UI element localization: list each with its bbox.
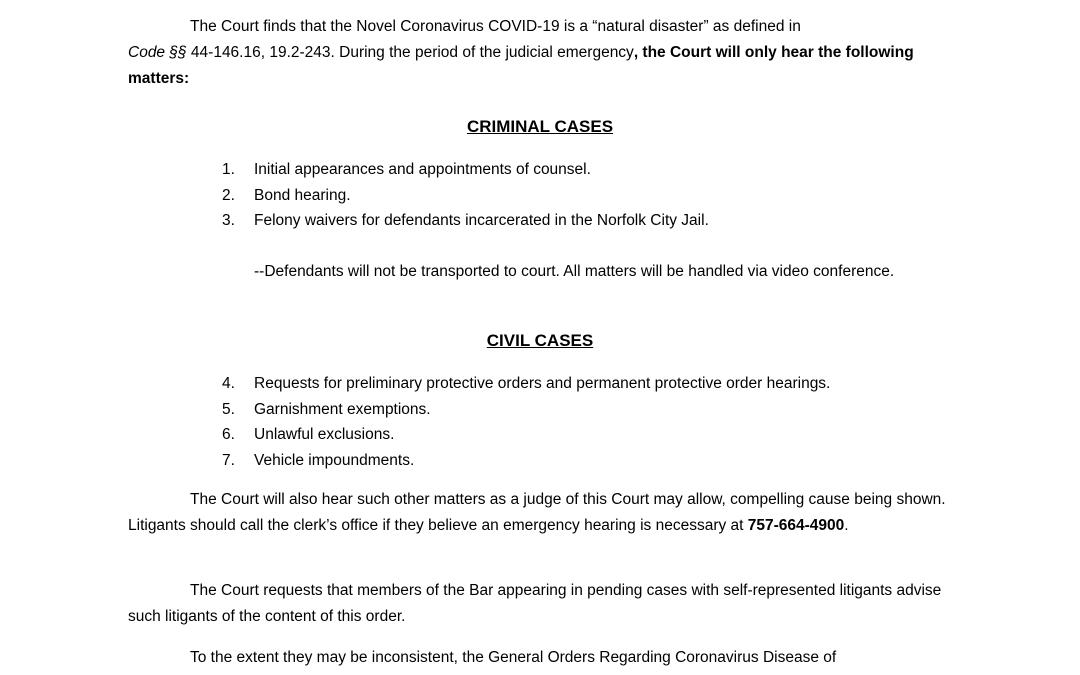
list-item-number: 3. — [222, 212, 235, 229]
civil-cases-heading: CIVIL CASES — [486, 331, 594, 350]
list-item-text: Requests for preliminary protective orders and permanent protective order hearings. — [254, 375, 831, 392]
list-item-text: Garnishment exemptions. — [254, 400, 431, 418]
intro-line-1: The Court finds that the Novel Coronavirus COVID-19 is a “natural disaster” as defined in — [190, 18, 801, 35]
code-citation: Code §§ — [128, 44, 187, 61]
clerk-phone-number: 757-664-4900 — [747, 517, 845, 534]
list-item — [222, 448, 830, 474]
other-matters-text: The Court will also hear such other matters as a judge of this Court may allow, compelling cause being shown. Litigants should call the clerk’s office if they believe an emergency hearing is necessary at — [128, 491, 946, 534]
list-item-text: Felony waivers for defendants incarcerated in the Norfolk City Jail. — [254, 212, 709, 229]
inconsistency-paragraph — [128, 645, 953, 671]
list-item-text: Initial appearances and appointments of counsel. — [254, 161, 591, 178]
list-item-text: Unlawful exclusions. — [254, 426, 395, 443]
other-matters-end: . — [844, 517, 849, 534]
bar-request-paragraph — [128, 578, 953, 630]
inconsistency-text: To the extent they may be inconsistent, the General Orders Regarding Coronavirus Disease of — [190, 649, 837, 666]
bar-request-text: The Court requests that members of the Bar appearing in pending cases with self-represented litigants advise such litigants of the content of this order. — [128, 582, 942, 625]
criminal-cases-list — [222, 157, 709, 234]
list-item-number: 2. — [222, 186, 235, 204]
list-item-number: 6. — [222, 426, 235, 443]
list-item — [222, 371, 830, 397]
criminal-cases-heading: CRIMINAL CASES — [466, 117, 614, 136]
list-item — [222, 157, 709, 183]
list-item — [222, 208, 709, 234]
list-item-number: 5. — [222, 400, 235, 418]
list-item-number: 4. — [222, 375, 235, 392]
code-citation-rest: 44-146.16, 19.2-243. During the period of the judicial emergency — [186, 44, 634, 61]
intro-paragraph — [128, 14, 953, 92]
civil-cases-list — [222, 371, 830, 473]
transport-note: --Defendants will not be transported to court. All matters will be handled via video conference. — [254, 263, 895, 280]
list-item-text: Bond hearing. — [254, 186, 351, 204]
list-item — [222, 422, 830, 448]
other-matters-paragraph — [128, 487, 953, 539]
intro-bold-tail: , the Court will only hear the following matters: — [128, 44, 914, 87]
list-item-text: Vehicle impoundments. — [254, 451, 415, 469]
list-item-number: 1. — [222, 161, 235, 178]
list-item-number: 7. — [222, 451, 235, 469]
list-item — [222, 183, 709, 209]
list-item — [222, 397, 830, 423]
